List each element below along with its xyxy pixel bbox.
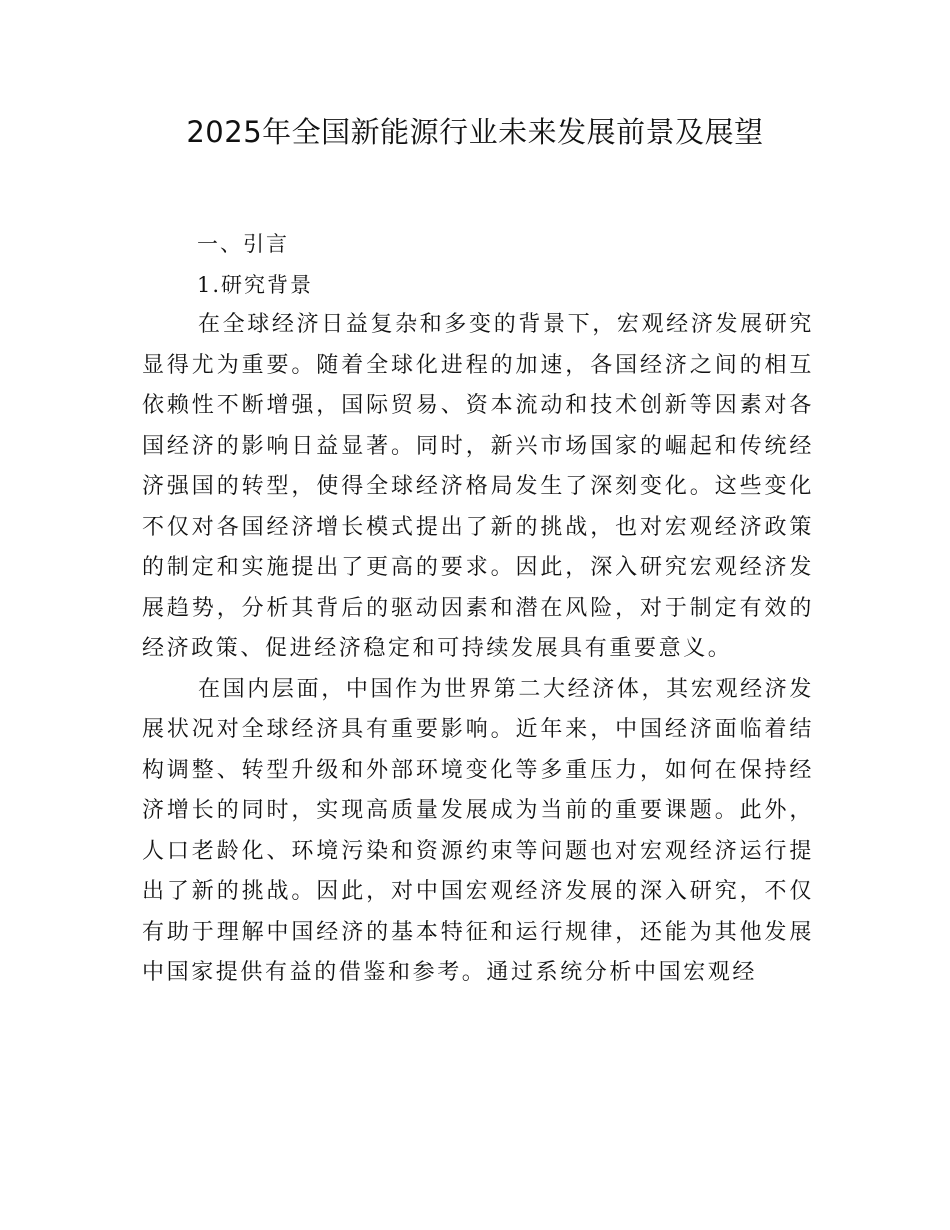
section-heading: 一、引言 [197,232,289,256]
document-title: 2025年全国新能源行业未来发展前景及展望 [186,115,764,149]
paragraph-1: 在全球经济日益复杂和多变的背景下，宏观经济发展研究显得尤为重要。随着全球化进程的加速，各国经济之间的相互依赖性不断增强，国际贸易、资本流动和技术创新等因素对各国经济的影响日益显著。同时，新兴市场国家的崛起和传统经济强国的转型，使得全球经济格局发生了深刻变化。这些变化不仅对各国经济增长模式提出了新的挑战，也对宏观经济政策的制定和实施提出了更高的要求。因此，深入研究宏观经济发展趋势，分析其背后的驱动因素和潜在风险，对于制定有效的经济政策、促进经济稳定和可持续发展具有重要意义。 [142,312,814,661]
paragraph-2: 在国内层面，中国作为世界第二大经济体，其宏观经济发展状况对全球经济具有重要影响。近年来，中国经济面临着结构调整、转型升级和外部环境变化等多重压力，如何在保持经济增长的同时，实现高质量发展成为当前的重要课题。此外，人口老龄化、环境污染和资源约束等问题也对宏观经济运行提出了新的挑战。因此，对中国宏观经济发展的深入研究，不仅有助于理解中国经济的基本特征和运行规律，还能为其他发展中国家提供有益的借鉴和参考。通过系统分析中国宏观经 [142,676,814,985]
subsection-heading: 1.研究背景 [197,272,314,297]
document-body [142,224,814,994]
